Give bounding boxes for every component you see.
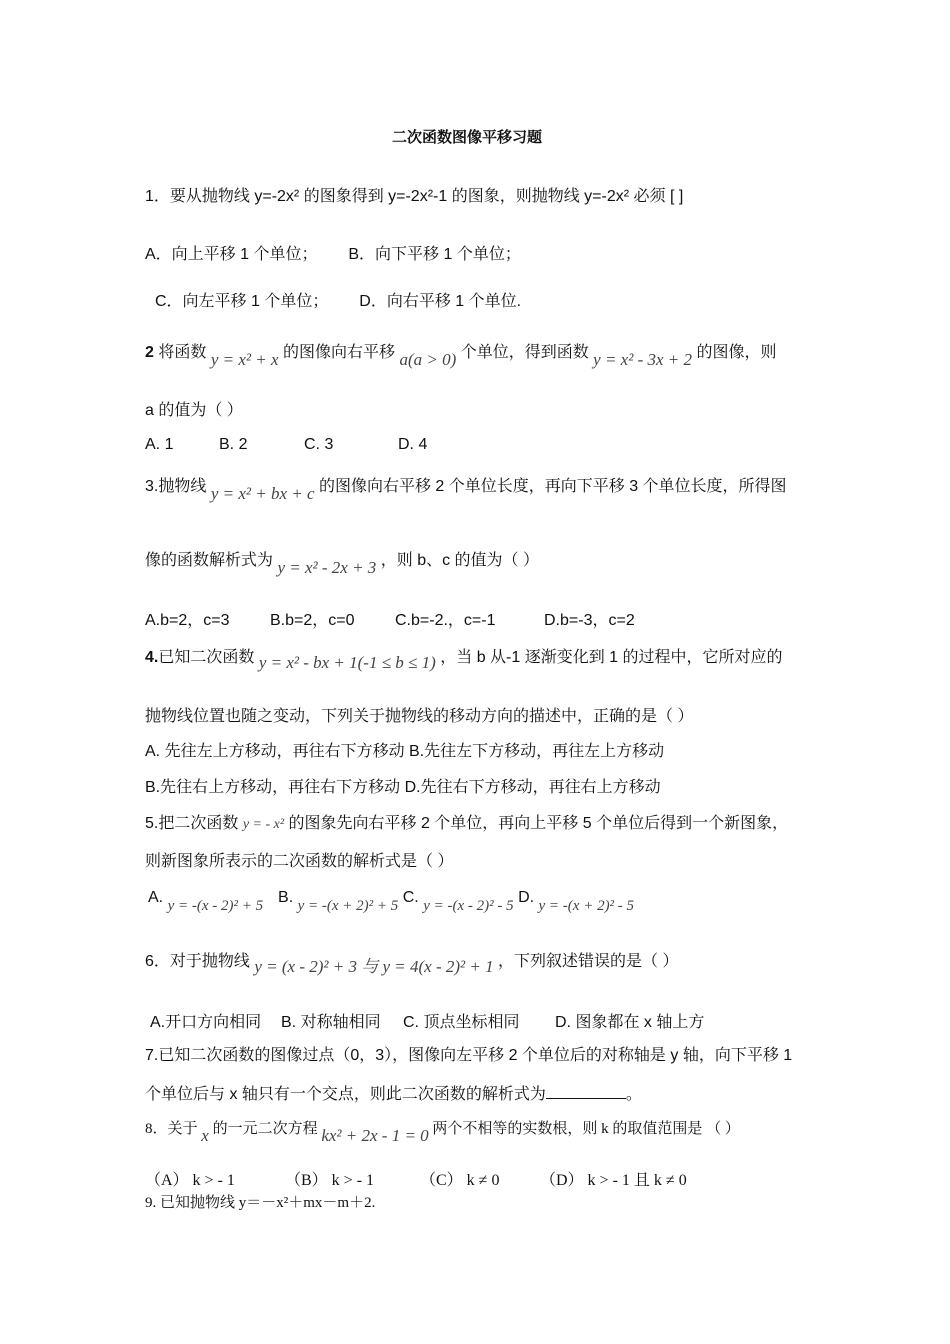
question-8-text-post: 两个不相等的实数根，则 k 的取值范围是 （ ） [432, 1121, 740, 1137]
question-6-text-post: ，下列叙述错误的是（ ） [498, 953, 679, 970]
question-1-options-row2 [155, 291, 521, 313]
question-3-option-a: A.b=2，c=3 [145, 612, 230, 629]
question-5-label-c: C. [402, 889, 419, 906]
question-8-option-d: （D） k > - 1 且 k ≠ 0 [540, 1172, 687, 1189]
question-4-text-pre: 已知二次函数 [158, 649, 255, 666]
question-6-option-c: C. 顶点坐标相同 [403, 1014, 520, 1031]
question-3-text-post: 的图像向右平移 2 个单位长度，再向下平移 3 个单位长度，所得图 [318, 478, 787, 495]
question-5-label-a: A. [148, 889, 164, 906]
question-2-text-mid2: 个单位，得到函数 [460, 344, 589, 361]
question-2-option-d: D. 4 [398, 436, 428, 453]
question-3-line2-pre: 像的函数解析式为 [145, 552, 274, 569]
question-3-option-c: C.b=-2.，c=-1 [395, 612, 496, 629]
question-7-line-2 [145, 1082, 642, 1106]
question-8-variable: x [201, 1126, 209, 1145]
question-8-text-mid: 的一元二次方程 [212, 1121, 318, 1137]
question-8-option-a: （A） k > - 1 [145, 1172, 235, 1189]
question-5-options [148, 887, 635, 914]
question-4-line-2: 抛物线位置也随之变动，下列关于抛物线的移动方向的描述中，正确的是（ ） [145, 708, 694, 725]
question-5-stem [145, 813, 788, 836]
question-4-options-row1: A. 先往左上方移动，再往右下方移动 B.先往左下方移动，再往左上方移动 [145, 743, 665, 760]
question-2-formula-3: y = x² - 3x + 2 [593, 350, 692, 369]
question-6-option-a: A.开口方向相同 [150, 1014, 262, 1031]
question-5-label-d: D. [518, 889, 535, 906]
question-1-option-c: C．向左平移 1 个单位； [155, 293, 329, 310]
question-2-formula-1: y = x² + x [210, 350, 279, 369]
question-4-number: 4. [145, 649, 159, 666]
question-2-option-a: A. 1 [145, 436, 174, 453]
question-6-option-d: D. 图象都在 x 轴上方 [555, 1014, 705, 1031]
question-3-text-pre: 3.抛物线 [145, 478, 207, 495]
question-5-option-b-formula: y = -(x + 2)² + 5 [297, 898, 399, 914]
question-8-formula-1: kx² + 2x - 1 = 0 [321, 1126, 429, 1145]
question-5-label-b: B. [278, 889, 294, 906]
question-7-line-1: 7.已知二次函数的图像过点（0，3），图像向左平移 2 个单位后的对称轴是 y 轴，向下平移 1 [145, 1047, 793, 1064]
question-3-option-d: D.b=-3，c=2 [544, 612, 635, 629]
question-8-stem [145, 1117, 740, 1145]
question-6-text-pre: 6．对于抛物线 [145, 953, 250, 970]
question-4-formula-1: y = x² - bx + 1(-1 ≤ b ≤ 1) [258, 653, 436, 672]
question-1-option-a: A．向上平移 1 个单位； [145, 246, 318, 263]
question-7-line2-pre: 个单位后与 x 轴只有一个交点，则此二次函数的解析式为 [145, 1086, 546, 1103]
page-title: 二次函数图像平移习题 [392, 129, 543, 146]
question-3-stem [145, 475, 787, 503]
question-4-text-post: ，当 b 从-1 逐渐变化到 1 的过程中，它所对应的 [440, 649, 783, 666]
question-2-stem [145, 341, 777, 369]
question-5-text-post: 的图象先向右平移 2 个单位，再向上平移 5 个单位后得到一个新图象， [288, 815, 789, 832]
question-5-option-d-formula: y = -(x + 2)² - 5 [538, 898, 635, 914]
question-3-formula-1: y = x² + bx + c [210, 484, 315, 503]
question-3-formula-2: y = x² - 2x + 3 [277, 558, 377, 577]
question-6-stem [145, 950, 679, 976]
question-2-line-2: a 的值为（ ） [145, 402, 243, 419]
question-2-text-pre: 将函数 [158, 344, 207, 361]
question-6-formula-1: y = (x - 2)² + 3 与 y = 4(x - 2)² + 1 [254, 957, 494, 976]
question-8-option-b: （B） k > - 1 [285, 1172, 375, 1189]
question-2-text-mid: 的图像向右平移 [282, 344, 395, 361]
question-3-line-2 [145, 549, 540, 577]
question-5-line-2: 则新图象所表示的二次函数的解析式是（ ） [145, 853, 454, 870]
question-8-option-c: （C） k ≠ 0 [420, 1172, 500, 1189]
question-1-stem: 1．要从抛物线 y=-2x² 的图象得到 y=-2x²-1 的图象，则抛物线 y=-2x² 必须 [ ] [145, 188, 684, 205]
question-5-formula-1: y = - x² [242, 817, 285, 832]
question-7-line2-post: 。 [625, 1086, 642, 1103]
question-5-option-c-formula: y = -(x - 2)² - 5 [423, 898, 514, 914]
question-2-option-c: C. 3 [304, 436, 334, 453]
question-5-text-pre: 5.把二次函数 [145, 815, 239, 832]
question-1-options-row1 [145, 244, 521, 266]
question-6-option-b: B. 对称轴相同 [281, 1014, 381, 1031]
answer-blank [546, 1082, 626, 1099]
question-2-formula-2: a(a > 0) [399, 350, 457, 369]
question-9-stem: 9. 已知抛物线 y＝－x²＋mx－m＋2. [145, 1195, 376, 1211]
question-1-option-d: D．向右平移 1 个单位. [359, 293, 522, 310]
question-2-option-b: B. 2 [219, 436, 248, 453]
question-4-stem [145, 646, 783, 672]
question-3-line2-post: ，则 b、c 的值为（ ） [380, 552, 540, 569]
question-8-text-pre: 8．关于 [145, 1121, 198, 1137]
question-4-options-row2: B.先往右上方移动，再往右下方移动 D.先往右下方移动，再往右上方移动 [145, 779, 661, 796]
question-3-option-b: B.b=2，c=0 [270, 612, 355, 629]
question-2-number: 2 [145, 344, 154, 361]
question-1-option-b: B．向下平移 1 个单位； [348, 246, 521, 263]
question-2-text-post: 的图像，则 [696, 344, 777, 361]
question-5-option-a-formula: y = -(x - 2)² + 5 [167, 898, 264, 914]
